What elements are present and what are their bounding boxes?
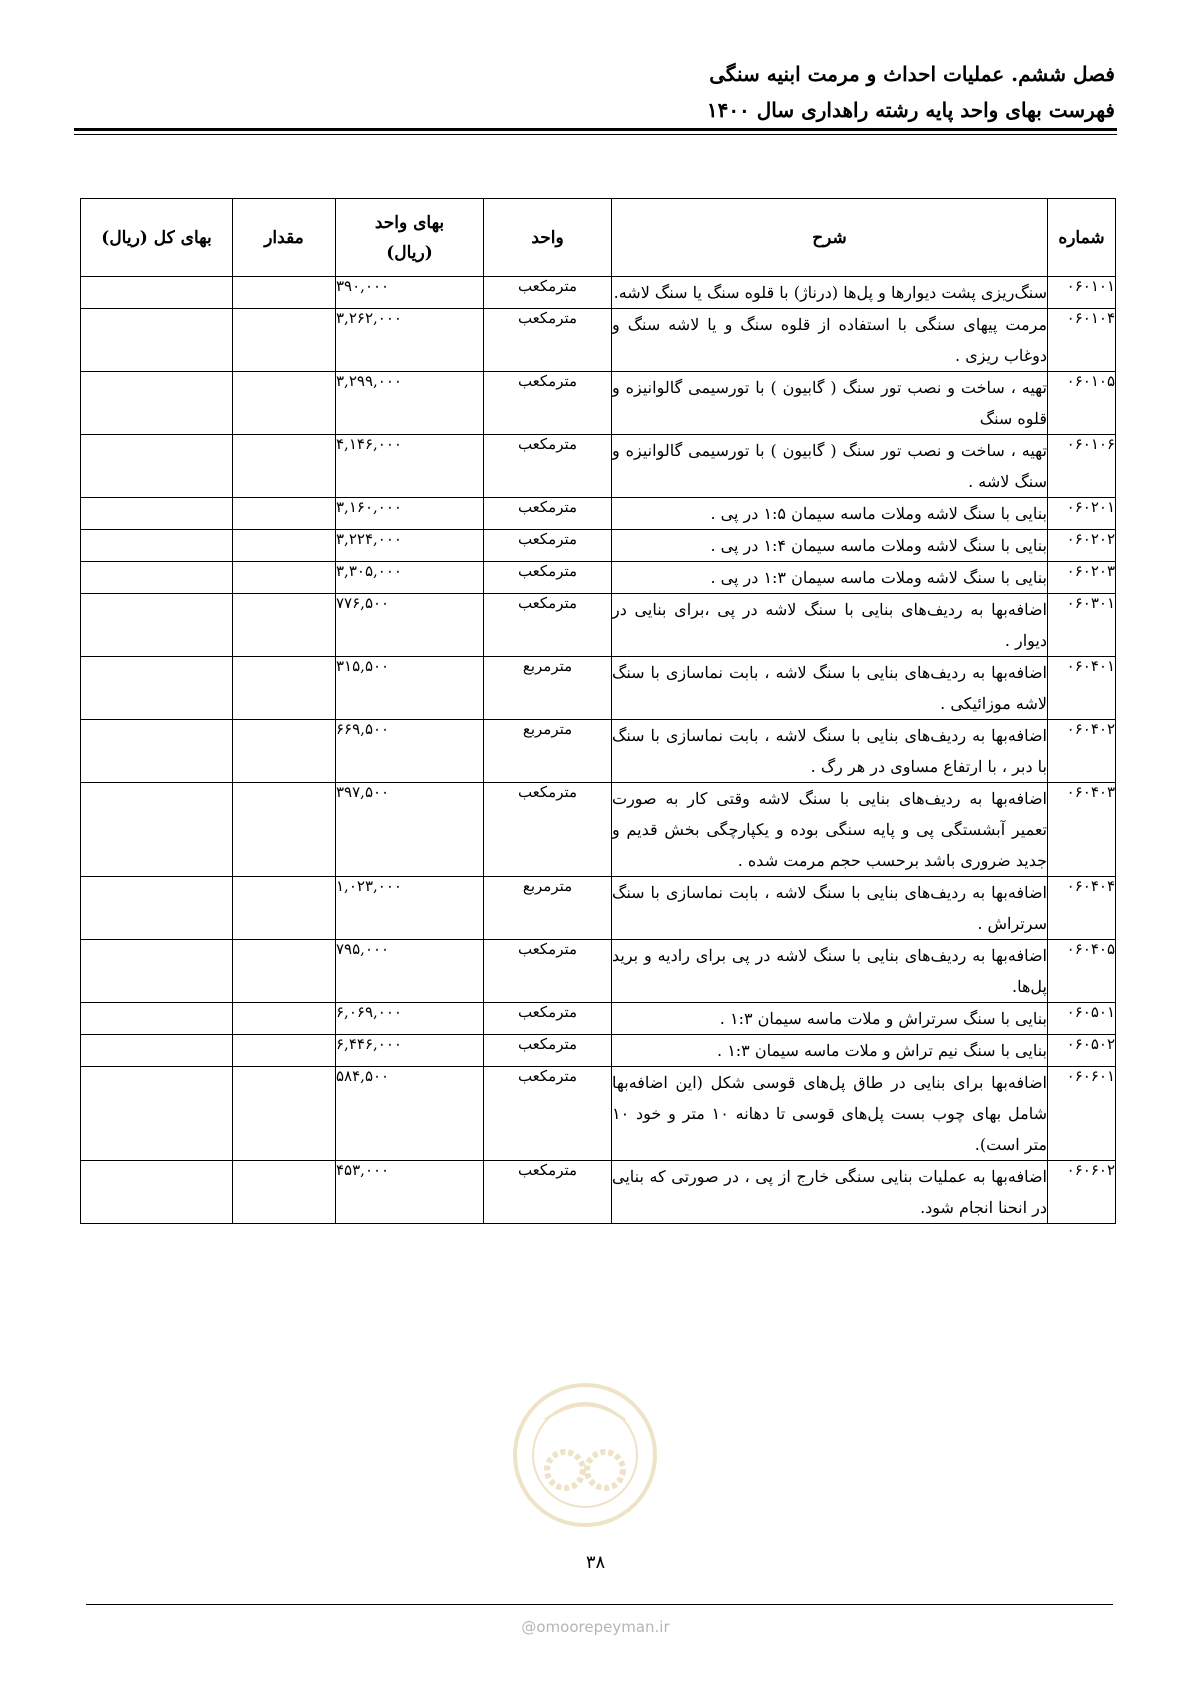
- watermark-logo: [505, 1380, 665, 1530]
- item-unit-price: ۳,۲۶۲,۰۰۰: [336, 309, 484, 372]
- item-quantity: [233, 1067, 336, 1161]
- item-unit: مترمربع: [484, 657, 612, 720]
- item-number: ۰۶۰۵۰۱: [1048, 1003, 1116, 1035]
- item-unit: مترمکعب: [484, 435, 612, 498]
- item-quantity: [233, 877, 336, 940]
- item-total: [81, 720, 233, 783]
- item-total: [81, 783, 233, 877]
- item-unit-price: ۳۹۰,۰۰۰: [336, 277, 484, 309]
- table-row: [81, 277, 1116, 309]
- item-total: [81, 372, 233, 435]
- item-quantity: [233, 940, 336, 1003]
- item-description: اضافه‌بها برای بنایی در طاق پل‌های قوسی شکل (این اضافه‌بها شامل بهای چوب بست پل‌های قوسی تا دهانه ۱۰ متر و خود ۱۰ متر است).: [612, 1067, 1048, 1161]
- header-quantity: مقدار: [233, 199, 336, 277]
- item-description: مرمت پیهای سنگی با استفاده از قلوه سنگ و یا لاشه سنگ و دوغاب ریزی .: [612, 309, 1048, 372]
- item-number: ۰۶۰۵۰۲: [1048, 1035, 1116, 1067]
- price-table: [80, 198, 1116, 1224]
- item-total: [81, 940, 233, 1003]
- item-quantity: [233, 498, 336, 530]
- footer-rule: [86, 1604, 1113, 1605]
- item-number: ۰۶۰۴۰۵: [1048, 940, 1116, 1003]
- item-unit-price: ۴۵۳,۰۰۰: [336, 1161, 484, 1224]
- table-row: [81, 1003, 1116, 1035]
- item-quantity: [233, 720, 336, 783]
- header-number: شماره: [1048, 199, 1116, 277]
- header-description: شرح: [612, 199, 1048, 277]
- item-total: [81, 1161, 233, 1224]
- item-description: بنایی با سنگ سرتراش و ملات ماسه سیمان ۱:۳ .: [612, 1003, 1048, 1035]
- item-unit: مترمکعب: [484, 372, 612, 435]
- table-row: [81, 309, 1116, 372]
- item-description: اضافه‌بها به ردیف‌های بنایی با سنگ لاشه ، بابت نماسازی با سنگ سرتراش .: [612, 877, 1048, 940]
- item-total: [81, 435, 233, 498]
- table-row: [81, 372, 1116, 435]
- item-description: اضافه‌بها به ردیف‌های بنایی با سنگ لاشه در پی برای رادیه و برید پل‌ها.: [612, 940, 1048, 1003]
- item-unit: مترمکعب: [484, 498, 612, 530]
- site-watermark-text: @omoorepeyman.ir: [521, 1618, 670, 1636]
- item-unit-price: ۶,۰۶۹,۰۰۰: [336, 1003, 484, 1035]
- item-total: [81, 309, 233, 372]
- item-unit: مترمکعب: [484, 562, 612, 594]
- item-total: [81, 530, 233, 562]
- item-total: [81, 594, 233, 657]
- table-row: [81, 1035, 1116, 1067]
- table-row: [81, 720, 1116, 783]
- table-row: [81, 877, 1116, 940]
- item-quantity: [233, 1161, 336, 1224]
- item-description: بنایی با سنگ نیم تراش و ملات ماسه سیمان ۱:۳ .: [612, 1035, 1048, 1067]
- item-unit-price: ۵۸۴,۵۰۰: [336, 1067, 484, 1161]
- item-description: سنگ‌ریزی پشت دیوارها و پل‌ها (درناژ) با قلوه سنگ یا سنگ لاشه.: [612, 277, 1048, 309]
- table-row: [81, 1067, 1116, 1161]
- item-number: ۰۶۰۶۰۲: [1048, 1161, 1116, 1224]
- item-quantity: [233, 309, 336, 372]
- item-total: [81, 877, 233, 940]
- item-description: تهیه ، ساخت و نصب تور سنگ ( گابیون ) با تورسیمی گالوانیزه و سنگ لاشه .: [612, 435, 1048, 498]
- price-list-title: فهرست بهای واحد پایه رشته راهداری سال ۱۴۰۰: [706, 98, 1115, 122]
- item-unit: مترمربع: [484, 877, 612, 940]
- item-unit: مترمکعب: [484, 1035, 612, 1067]
- item-unit-price: ۶,۴۴۶,۰۰۰: [336, 1035, 484, 1067]
- item-quantity: [233, 562, 336, 594]
- item-number: ۰۶۰۴۰۲: [1048, 720, 1116, 783]
- item-description: اضافه‌بها به ردیف‌های بنایی با سنگ لاشه ، بابت نماسازی با سنگ لاشه موزائیکی .: [612, 657, 1048, 720]
- page-header: [80, 56, 1115, 128]
- item-quantity: [233, 435, 336, 498]
- item-number: ۰۶۰۱۰۵: [1048, 372, 1116, 435]
- item-unit: مترمکعب: [484, 530, 612, 562]
- item-total: [81, 657, 233, 720]
- item-description: اضافه‌بها به ردیف‌های بنایی با سنگ لاشه ، بابت نماسازی با سنگ با دبر ، با ارتفاع مساوی در هر رگ .: [612, 720, 1048, 783]
- item-quantity: [233, 1035, 336, 1067]
- item-description: اضافه‌بها به ردیف‌های بنایی با سنگ لاشه در پی ،برای بنایی در دیوار .: [612, 594, 1048, 657]
- item-unit: مترمکعب: [484, 594, 612, 657]
- item-number: ۰۶۰۳۰۱: [1048, 594, 1116, 657]
- page-number: ۳۸: [585, 1552, 606, 1573]
- header-unit-price: بهای واحد (ریال): [336, 199, 484, 277]
- item-unit-price: ۷۹۵,۰۰۰: [336, 940, 484, 1003]
- item-description: اضافه‌بها به ردیف‌های بنایی با سنگ لاشه وقتی کار به صورت تعمیر آبشستگی پی و پایه سنگی بوده و یکپارچگی بخش قدیم و جدید ضروری باشد برحسب حجم مرمت شده .: [612, 783, 1048, 877]
- item-unit-price: ۳,۲۹۹,۰۰۰: [336, 372, 484, 435]
- item-total: [81, 1067, 233, 1161]
- item-unit-price: ۳,۳۰۵,۰۰۰: [336, 562, 484, 594]
- item-unit-price: ۴,۱۴۶,۰۰۰: [336, 435, 484, 498]
- table-row: [81, 435, 1116, 498]
- table-row: [81, 562, 1116, 594]
- item-unit: مترمکعب: [484, 1067, 612, 1161]
- item-unit: مترمکعب: [484, 783, 612, 877]
- item-unit: مترمکعب: [484, 277, 612, 309]
- item-number: ۰۶۰۲۰۱: [1048, 498, 1116, 530]
- item-description: تهیه ، ساخت و نصب تور سنگ ( گابیون ) با تورسیمی گالوانیزه و قلوه سنگ: [612, 372, 1048, 435]
- item-quantity: [233, 594, 336, 657]
- item-number: ۰۶۰۴۰۳: [1048, 783, 1116, 877]
- item-quantity: [233, 783, 336, 877]
- table-header-row: [81, 199, 1116, 277]
- item-unit: مترمکعب: [484, 309, 612, 372]
- item-unit: مترمربع: [484, 720, 612, 783]
- item-quantity: [233, 277, 336, 309]
- chapter-title: فصل ششم. عملیات احداث و مرمت ابنیه سنگی: [709, 62, 1115, 86]
- header-total: بهای کل (ریال): [81, 199, 233, 277]
- table-row: [81, 530, 1116, 562]
- item-quantity: [233, 657, 336, 720]
- table-row: [81, 783, 1116, 877]
- item-unit-price: ۳,۲۲۴,۰۰۰: [336, 530, 484, 562]
- item-description: اضافه‌بها به عملیات بنایی سنگی خارج از پی ، در صورتی که بنایی در انحنا انجام شود.: [612, 1161, 1048, 1224]
- table-row: [81, 594, 1116, 657]
- item-unit-price: ۳۱۵,۵۰۰: [336, 657, 484, 720]
- item-unit: مترمکعب: [484, 1161, 612, 1224]
- item-number: ۰۶۰۲۰۲: [1048, 530, 1116, 562]
- item-quantity: [233, 1003, 336, 1035]
- item-number: ۰۶۰۴۰۴: [1048, 877, 1116, 940]
- item-total: [81, 562, 233, 594]
- item-total: [81, 1035, 233, 1067]
- item-number: ۰۶۰۶۰۱: [1048, 1067, 1116, 1161]
- header-rule-thin: [74, 134, 1117, 135]
- item-unit-price: ۳,۱۶۰,۰۰۰: [336, 498, 484, 530]
- header-rule-thick: [74, 128, 1117, 131]
- item-number: ۰۶۰۴۰۱: [1048, 657, 1116, 720]
- item-unit: مترمکعب: [484, 1003, 612, 1035]
- item-number: ۰۶۰۲۰۳: [1048, 562, 1116, 594]
- table-row: [81, 498, 1116, 530]
- item-unit: مترمکعب: [484, 940, 612, 1003]
- item-number: ۰۶۰۱۰۴: [1048, 309, 1116, 372]
- item-number: ۰۶۰۱۰۱: [1048, 277, 1116, 309]
- item-unit-price: ۱,۰۲۳,۰۰۰: [336, 877, 484, 940]
- item-unit-price: ۶۶۹,۵۰۰: [336, 720, 484, 783]
- item-total: [81, 498, 233, 530]
- table-row: [81, 1161, 1116, 1224]
- item-quantity: [233, 530, 336, 562]
- item-unit-price: ۳۹۷,۵۰۰: [336, 783, 484, 877]
- header-unit: واحد: [484, 199, 612, 277]
- item-quantity: [233, 372, 336, 435]
- table-row: [81, 657, 1116, 720]
- item-total: [81, 1003, 233, 1035]
- item-description: بنایی با سنگ لاشه وملات ماسه سیمان ۱:۳ در پی .: [612, 562, 1048, 594]
- item-description: بنایی با سنگ لاشه وملات ماسه سیمان ۱:۵ در پی .: [612, 498, 1048, 530]
- item-total: [81, 277, 233, 309]
- item-number: ۰۶۰۱۰۶: [1048, 435, 1116, 498]
- item-description: بنایی با سنگ لاشه وملات ماسه سیمان ۱:۴ در پی .: [612, 530, 1048, 562]
- table-row: [81, 940, 1116, 1003]
- item-unit-price: ۷۷۶,۵۰۰: [336, 594, 484, 657]
